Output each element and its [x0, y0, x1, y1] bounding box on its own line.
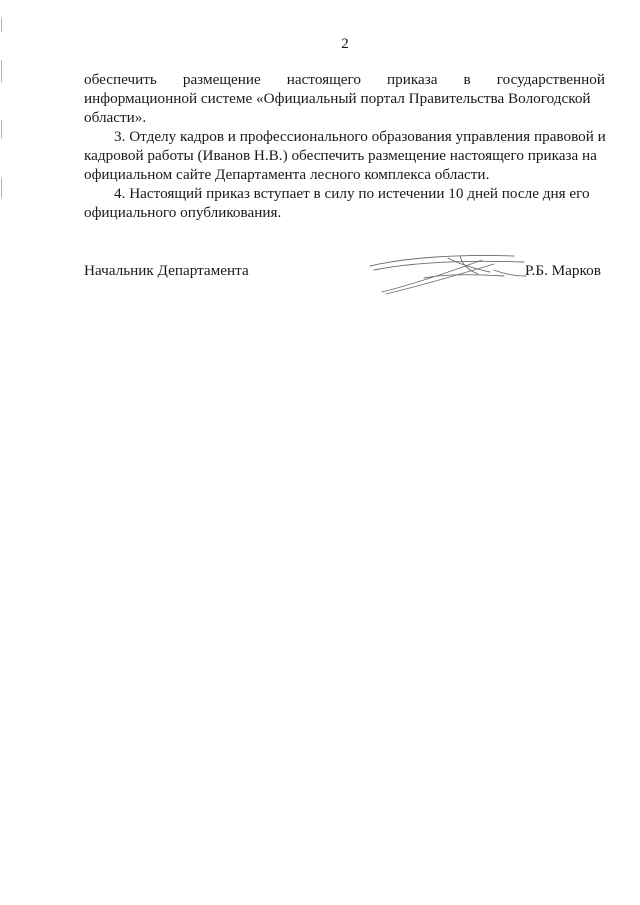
word: настоящего	[286, 71, 361, 88]
word: приказа	[387, 71, 438, 88]
word: государственной	[496, 71, 605, 88]
scan-edge-marks	[0, 0, 4, 905]
paragraph-4-line-1: 4. Настоящий приказ вступает в силу по истечении 10 дней после дня его	[114, 185, 590, 202]
signer-position: Начальник Департамента	[84, 262, 249, 279]
paragraph-2-line-3: области».	[84, 109, 147, 126]
signer-name: Р.Б. Марков	[525, 262, 601, 279]
page-number: 2	[341, 36, 349, 52]
paragraph-2-line-2: информационной системе «Официальный портал Правительства Вологодской	[84, 90, 591, 107]
paragraph-2-line-1	[84, 70, 605, 90]
paragraph-3-line-2: кадровой работы (Иванов Н.В.) обеспечить размещение настоящего приказа на	[84, 147, 597, 164]
paragraph-3-line-3: официальном сайте Департамента лесного комплекса области.	[84, 166, 490, 183]
word: обеспечить	[84, 71, 157, 88]
word: в	[463, 71, 471, 88]
handwritten-signature	[364, 248, 534, 298]
paragraph-4-line-2: официального опубликования.	[84, 204, 282, 221]
paragraph-3-line-1: 3. Отделу кадров и профессионального образования управления правовой и	[114, 128, 606, 145]
word: размещение	[182, 71, 261, 88]
